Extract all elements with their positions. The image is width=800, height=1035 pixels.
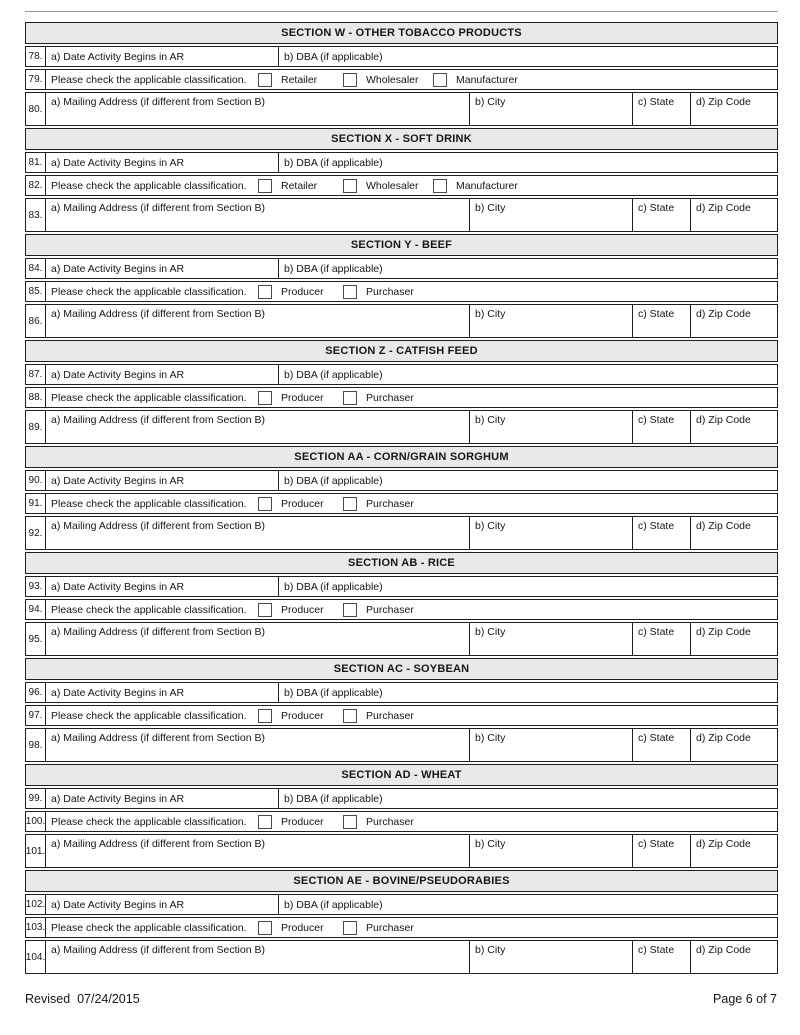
option-label: Producer [281,391,324,404]
form-table [25,22,778,976]
section-header: SECTION Y - BEEF [25,234,778,256]
option-label: Wholesaler [366,73,419,86]
date-activity-field: a) Date Activity Begins in AR [46,683,279,702]
option-retailer [258,70,317,89]
mailing-address-field: a) Mailing Address (if different from Section B) [46,729,470,761]
classification-label: Please check the applicable classification. [51,73,247,86]
classification-row [25,175,778,196]
date-dba-row [25,152,778,173]
option-label: Purchaser [366,285,414,298]
option-label: Producer [281,497,324,510]
classification-row [25,811,778,832]
option-retailer [258,176,317,195]
option-purchaser [343,282,414,301]
option-purchaser [343,918,414,937]
date-activity-field: a) Date Activity Begins in AR [46,895,279,914]
date-dba-row [25,470,778,491]
option-producer [258,388,324,407]
mailing-address-field: a) Mailing Address (if different from Section B) [46,93,470,125]
mailing-row [25,834,778,868]
checkbox-icon[interactable] [258,815,272,829]
row-number: 81. [26,153,46,172]
state-field: c) State [633,835,691,867]
section-header: SECTION X - SOFT DRINK [25,128,778,150]
row-number: 86. [26,305,46,337]
row-number: 91. [26,494,46,513]
date-activity-field: a) Date Activity Begins in AR [46,153,279,172]
row-number: 83. [26,199,46,231]
dba-field: b) DBA (if applicable) [284,50,383,63]
row-number: 80. [26,93,46,125]
classification-cell [46,388,777,407]
row-number: 101. [26,835,46,867]
section-header: SECTION AB - RICE [25,552,778,574]
checkbox-icon[interactable] [343,921,357,935]
checkbox-icon[interactable] [343,603,357,617]
row-number: 98. [26,729,46,761]
option-purchaser [343,706,414,725]
state-field: c) State [633,199,691,231]
section-ac [25,658,778,762]
option-producer [258,812,324,831]
zip-code-field: d) Zip Code [696,732,751,744]
option-label: Wholesaler [366,179,419,192]
mailing-address-field: a) Mailing Address (if different from Section B) [46,623,470,655]
classification-cell [46,706,777,725]
option-producer [258,282,324,301]
option-label: Producer [281,815,324,828]
mailing-row [25,516,778,550]
checkbox-icon[interactable] [343,73,357,87]
mailing-row [25,304,778,338]
city-field: b) City [470,517,633,549]
city-field: b) City [470,835,633,867]
state-field: c) State [633,305,691,337]
classification-cell [46,70,777,89]
page-number: Page 6 of 7 [713,992,777,1006]
section-ad [25,764,778,868]
date-dba-row [25,364,778,385]
section-aa [25,446,778,550]
row-number: 96. [26,683,46,702]
checkbox-icon[interactable] [258,73,272,87]
revised-date: Revised 07/24/2015 [25,992,140,1006]
city-field: b) City [470,93,633,125]
date-activity-field: a) Date Activity Begins in AR [46,365,279,384]
dba-field: b) DBA (if applicable) [284,898,383,911]
row-number: 93. [26,577,46,596]
city-field: b) City [470,941,633,973]
mailing-address-field: a) Mailing Address (if different from Section B) [46,199,470,231]
dba-field: b) DBA (if applicable) [284,262,383,275]
checkbox-icon[interactable] [258,921,272,935]
row-number: 97. [26,706,46,725]
option-producer [258,918,324,937]
classification-cell [46,494,777,513]
state-field: c) State [633,517,691,549]
section-header: SECTION AC - SOYBEAN [25,658,778,680]
classification-row [25,917,778,938]
option-label: Producer [281,285,324,298]
row-number: 103. [26,918,46,937]
state-field: c) State [633,941,691,973]
section-w [25,22,778,126]
date-dba-row [25,46,778,67]
checkbox-icon[interactable] [258,391,272,405]
classification-row [25,281,778,302]
section-y [25,234,778,338]
page-top-divider [25,11,778,12]
city-field: b) City [470,729,633,761]
option-label: Producer [281,603,324,616]
option-manufacturer [433,176,518,195]
checkbox-icon[interactable] [343,815,357,829]
checkbox-icon[interactable] [258,179,272,193]
mailing-row [25,622,778,656]
mailing-row [25,940,778,974]
dba-field: b) DBA (if applicable) [284,686,383,699]
checkbox-icon[interactable] [343,709,357,723]
section-header: SECTION AD - WHEAT [25,764,778,786]
date-activity-field: a) Date Activity Begins in AR [46,471,279,490]
row-number: 95. [26,623,46,655]
row-number: 84. [26,259,46,278]
option-manufacturer [433,70,518,89]
classification-row [25,705,778,726]
mailing-address-field: a) Mailing Address (if different from Section B) [46,411,470,443]
row-number: 79. [26,70,46,89]
mailing-address-field: a) Mailing Address (if different from Section B) [46,305,470,337]
option-label: Purchaser [366,709,414,722]
checkbox-icon[interactable] [433,179,447,193]
zip-code-field: d) Zip Code [696,944,751,956]
checkbox-icon[interactable] [343,179,357,193]
checkbox-icon[interactable] [258,497,272,511]
option-label: Manufacturer [456,179,518,192]
zip-code-field: d) Zip Code [696,838,751,850]
checkbox-icon[interactable] [343,497,357,511]
city-field: b) City [470,305,633,337]
option-label: Purchaser [366,921,414,934]
option-producer [258,494,324,513]
option-purchaser [343,812,414,831]
state-field: c) State [633,93,691,125]
classification-label: Please check the applicable classification. [51,497,247,510]
row-number: 100. [26,812,46,831]
classification-label: Please check the applicable classification. [51,815,247,828]
date-dba-row [25,576,778,597]
option-label: Purchaser [366,815,414,828]
checkbox-icon[interactable] [258,285,272,299]
row-number: 99. [26,789,46,808]
zip-code-field: d) Zip Code [696,414,751,426]
date-activity-field: a) Date Activity Begins in AR [46,789,279,808]
row-number: 94. [26,600,46,619]
mailing-row [25,92,778,126]
mailing-address-field: a) Mailing Address (if different from Section B) [46,517,470,549]
section-z [25,340,778,444]
classification-cell [46,176,777,195]
row-number: 102. [26,895,46,914]
option-purchaser [343,494,414,513]
option-label: Retailer [281,179,318,192]
classification-cell [46,918,777,937]
date-dba-row [25,788,778,809]
checkbox-icon[interactable] [433,73,447,87]
classification-cell [46,282,777,301]
option-label: Retailer [281,73,318,86]
mailing-row [25,198,778,232]
row-number: 89. [26,411,46,443]
classification-cell [46,600,777,619]
row-number: 90. [26,471,46,490]
option-label: Producer [281,709,324,722]
option-producer [258,600,324,619]
section-x [25,128,778,232]
classification-label: Please check the applicable classification. [51,709,247,722]
state-field: c) State [633,411,691,443]
date-activity-field: a) Date Activity Begins in AR [46,577,279,596]
mailing-address-field: a) Mailing Address (if different from Section B) [46,941,470,973]
option-label: Producer [281,921,324,934]
checkbox-icon[interactable] [343,391,357,405]
classification-label: Please check the applicable classification. [51,921,247,934]
classification-label: Please check the applicable classification. [51,285,247,298]
row-number: 92. [26,517,46,549]
date-dba-row [25,682,778,703]
zip-code-field: d) Zip Code [696,202,751,214]
mailing-row [25,410,778,444]
option-purchaser [343,388,414,407]
dba-field: b) DBA (if applicable) [284,474,383,487]
row-number: 88. [26,388,46,407]
date-dba-row [25,258,778,279]
classification-row [25,387,778,408]
dba-field: b) DBA (if applicable) [284,156,383,169]
section-ae [25,870,778,974]
date-activity-field: a) Date Activity Begins in AR [46,47,279,66]
row-number: 104. [26,941,46,973]
state-field: c) State [633,729,691,761]
option-label: Purchaser [366,391,414,404]
section-header: SECTION AE - BOVINE/PSEUDORABIES [25,870,778,892]
checkbox-icon[interactable] [258,603,272,617]
dba-field: b) DBA (if applicable) [284,580,383,593]
city-field: b) City [470,411,633,443]
classification-label: Please check the applicable classification. [51,391,247,404]
dba-field: b) DBA (if applicable) [284,792,383,805]
dba-field: b) DBA (if applicable) [284,368,383,381]
checkbox-icon[interactable] [343,285,357,299]
section-header: SECTION Z - CATFISH FEED [25,340,778,362]
mailing-row [25,728,778,762]
row-number: 85. [26,282,46,301]
classification-row [25,493,778,514]
classification-label: Please check the applicable classification. [51,603,247,616]
option-wholesaler [343,70,419,89]
option-purchaser [343,600,414,619]
option-wholesaler [343,176,419,195]
zip-code-field: d) Zip Code [696,96,751,108]
date-dba-row [25,894,778,915]
classification-label: Please check the applicable classification. [51,179,247,192]
city-field: b) City [470,623,633,655]
option-producer [258,706,324,725]
state-field: c) State [633,623,691,655]
checkbox-icon[interactable] [258,709,272,723]
option-label: Manufacturer [456,73,518,86]
row-number: 82. [26,176,46,195]
zip-code-field: d) Zip Code [696,308,751,320]
section-header: SECTION AA - CORN/GRAIN SORGHUM [25,446,778,468]
row-number: 87. [26,365,46,384]
city-field: b) City [470,199,633,231]
zip-code-field: d) Zip Code [696,626,751,638]
mailing-address-field: a) Mailing Address (if different from Section B) [46,835,470,867]
section-ab [25,552,778,656]
option-label: Purchaser [366,497,414,510]
classification-cell [46,812,777,831]
classification-row [25,69,778,90]
zip-code-field: d) Zip Code [696,520,751,532]
section-header: SECTION W - OTHER TOBACCO PRODUCTS [25,22,778,44]
date-activity-field: a) Date Activity Begins in AR [46,259,279,278]
classification-row [25,599,778,620]
row-number: 78. [26,47,46,66]
option-label: Purchaser [366,603,414,616]
